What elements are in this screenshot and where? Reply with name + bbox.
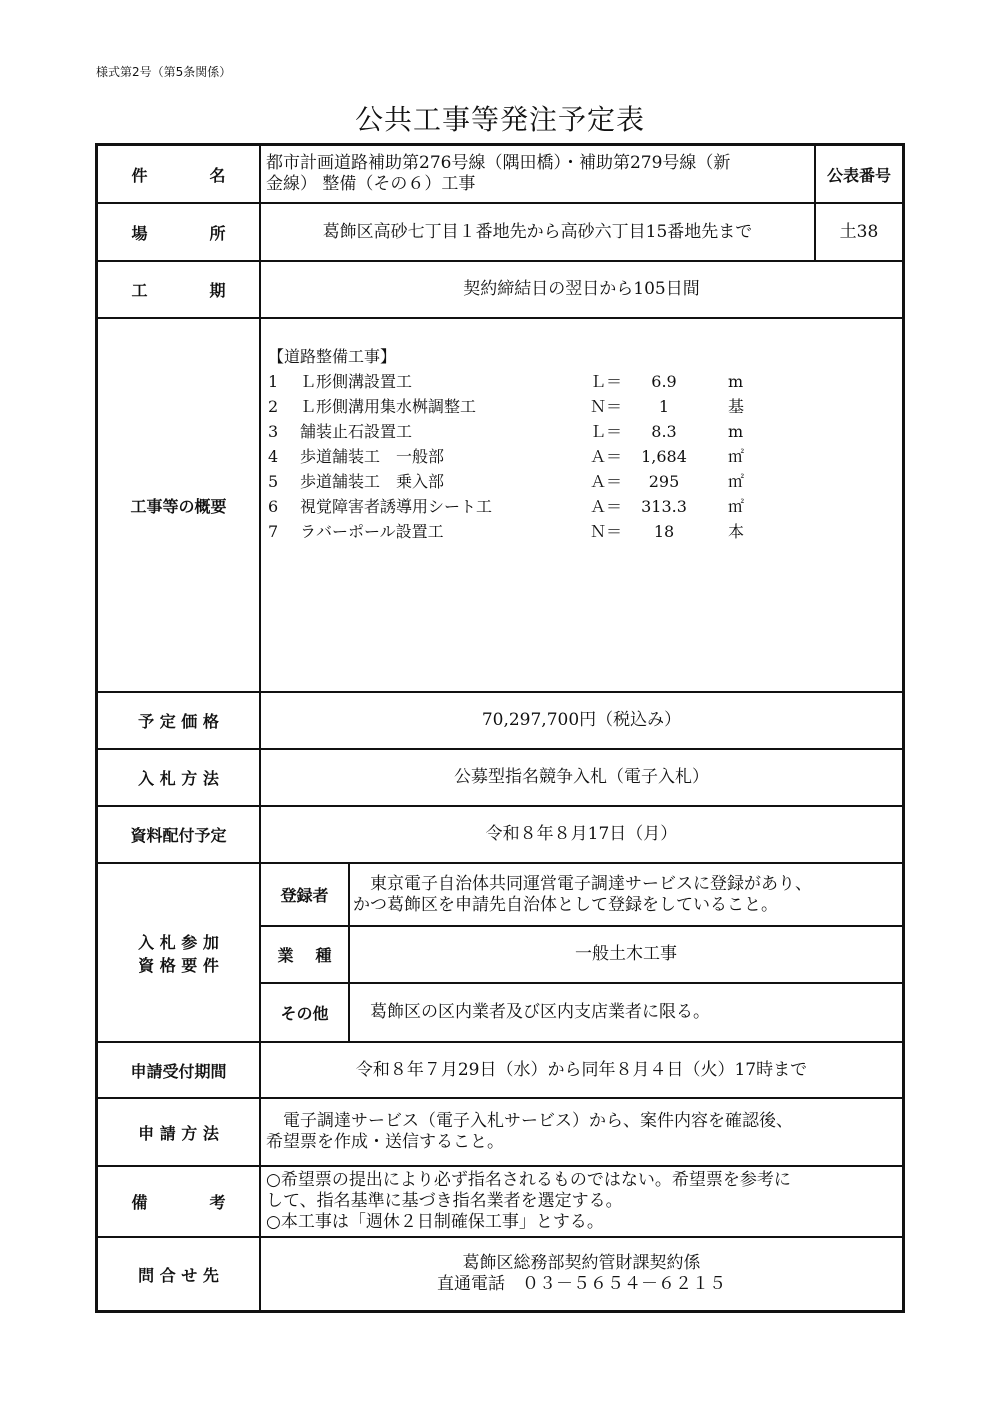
overview-item-name: Ｌ形側溝用集水桝調整工 <box>300 397 477 416</box>
contact-value: 葛飾区総務部契約管財課契約係 直通電話 ０３－５６５４－６２１５ <box>437 1253 726 1294</box>
overview-item-sym: Ａ＝ <box>590 472 623 491</box>
label-application-method: 申 請 方 法 <box>138 1123 219 1143</box>
label-notice-number: 公表番号 <box>826 165 891 185</box>
overview-item-no: 3 <box>268 422 279 441</box>
overview-list <box>268 344 888 544</box>
overview-item-sym: Ｎ＝ <box>590 397 623 416</box>
overview-item <box>268 519 888 544</box>
label-bid-method: 入 札 方 法 <box>138 769 219 788</box>
label-overview: 工事等の概要 <box>130 496 227 516</box>
overview-item <box>268 369 888 394</box>
price-value: 70,297,700円（税込み） <box>481 710 682 730</box>
period-value: 契約締結日の翌日から105日間 <box>463 279 700 299</box>
label-contact: 問 合 せ 先 <box>138 1265 219 1285</box>
overview-item-sym: Ｎ＝ <box>590 522 623 541</box>
label-registrant: 登録者 <box>280 886 329 905</box>
label-industry: 業 種 <box>277 946 332 965</box>
label-application-period: 申請受付期間 <box>130 1061 227 1081</box>
registrant-value: 東京電子自治体共同運営電子調達サービスに登録があり、 かつ葛飾区を申請先自治体として登録をしていること。 <box>353 873 812 915</box>
overview-item-unit: 基 <box>728 397 745 416</box>
overview-item-no: 4 <box>268 447 279 466</box>
application-method-value: 電子調達サービス（電子入札サービス）から、案件内容を確認後、 希望票を作成・送信すること。 <box>266 1111 793 1152</box>
overview-item-name: ラバーポール設置工 <box>300 522 444 541</box>
overview-item-qty: 18 <box>653 522 675 541</box>
other-value: 葛飾区の区内業者及び区内支店業者に限る。 <box>370 1002 710 1022</box>
overview-item-sym: Ａ＝ <box>590 497 623 516</box>
overview-heading: 【道路整備工事】 <box>268 347 397 366</box>
overview-item-name: 視覚障害者誘導用シート工 <box>300 497 493 516</box>
overview-item-unit: ㎡ <box>728 447 745 466</box>
industry-value: 一般土木工事 <box>575 944 677 964</box>
distribution-value: 令和８年８月17日（月） <box>485 824 678 844</box>
notice-number: 土38 <box>839 221 879 242</box>
label-qualification: 入 札 参 加 資 格 要 件 <box>138 932 219 975</box>
label-project-name: 件 名 <box>131 165 226 185</box>
overview-item <box>268 419 888 444</box>
overview-item-qty: 6.9 <box>651 372 677 391</box>
project-name: 都市計画道路補助第276号線（隅田橋）・補助第279号線（新 金線） 整備（その６）工事 <box>266 153 731 194</box>
overview-item <box>268 469 888 494</box>
overview-item-sym: Ｌ＝ <box>590 372 623 391</box>
label-other: その他 <box>280 1004 329 1023</box>
label-remarks: 備 考 <box>131 1193 226 1212</box>
overview-item-unit: m <box>728 372 744 391</box>
label-distribution: 資料配付予定 <box>130 826 227 845</box>
overview-item-name: 歩道舗装工 一般部 <box>300 447 445 466</box>
label-price: 予 定 価 格 <box>138 712 219 731</box>
overview-item-no: 1 <box>268 372 279 391</box>
overview-item <box>268 444 888 469</box>
overview-item <box>268 494 888 519</box>
overview-item-unit: 本 <box>728 522 745 541</box>
application-period-value: 令和８年７月29日（水）から同年８月４日（火）17時まで <box>355 1059 808 1080</box>
label-place: 場 所 <box>131 223 226 243</box>
schedule-table <box>95 143 905 1313</box>
label-period: 工 期 <box>131 281 226 300</box>
overview-item-no: 7 <box>268 522 279 541</box>
overview-item-unit: ㎡ <box>728 497 745 516</box>
bid-method-value: 公募型指名競争入札（電子入札） <box>454 767 709 787</box>
overview-item-qty: 295 <box>648 472 680 491</box>
overview-item-no: 5 <box>268 472 279 491</box>
overview-item-qty: 1 <box>658 397 670 416</box>
overview-item-name: 舗装止石設置工 <box>300 422 413 441</box>
overview-item-no: 2 <box>268 397 279 416</box>
overview-item <box>268 394 888 419</box>
overview-item-qty: 313.3 <box>641 497 687 516</box>
overview-item-qty: 8.3 <box>651 422 677 441</box>
overview-item-unit: ㎡ <box>728 472 745 491</box>
overview-item-sym: Ｌ＝ <box>590 422 623 441</box>
overview-item-name: 歩道舗装工 乗入部 <box>300 472 445 491</box>
page-title: 公共工事等発注予定表 <box>354 103 645 136</box>
overview-item-no: 6 <box>268 497 279 516</box>
overview-item-qty: 1,684 <box>641 447 687 466</box>
place-value: 葛飾区高砂七丁目１番地先から高砂六丁目15番地先まで <box>322 221 753 242</box>
remarks-value: ○希望票の提出により必ず指名されるものではない。希望票を参考に して、指名基準に基づき指名業者を選定する。 ○本工事は「週休２日制確保工事」とする。 <box>266 1170 791 1232</box>
overview-item-sym: Ａ＝ <box>590 447 623 466</box>
overview-item-unit: m <box>728 422 744 441</box>
overview-item-name: Ｌ形側溝設置工 <box>300 372 413 391</box>
form-number: 様式第2号（第5条関係） <box>96 65 232 79</box>
